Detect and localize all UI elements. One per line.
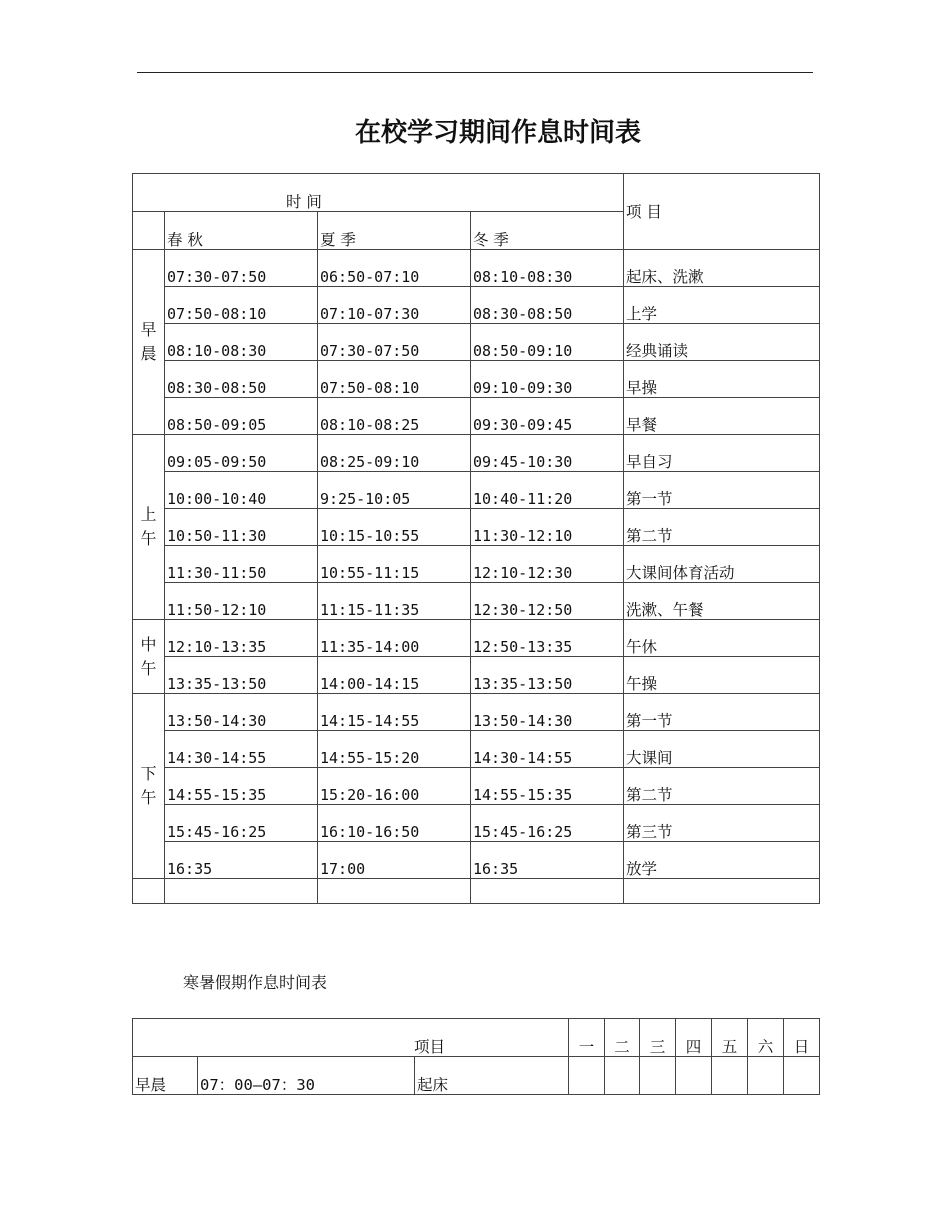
blank-row bbox=[133, 879, 820, 904]
day-header: 日 bbox=[784, 1019, 820, 1057]
activity-cell: 洗漱、午餐 bbox=[624, 583, 820, 620]
schedule-row bbox=[133, 768, 820, 805]
day-check-cell bbox=[784, 1057, 820, 1095]
day-header: 四 bbox=[676, 1019, 712, 1057]
schedule-row bbox=[133, 694, 820, 731]
winter-time-cell: 13:35-13:50 bbox=[471, 657, 624, 694]
winter-time-cell: 09:10-09:30 bbox=[471, 361, 624, 398]
schedule-row bbox=[133, 509, 820, 546]
season-header-winter: 冬 季 bbox=[471, 212, 624, 250]
activity-cell: 午休 bbox=[624, 620, 820, 657]
blank-cell bbox=[133, 879, 165, 904]
top-divider bbox=[137, 72, 813, 73]
blank-cell bbox=[318, 879, 471, 904]
activity-cell: 起床、洗漱 bbox=[624, 250, 820, 287]
spring-autumn-time-cell: 15:45-16:25 bbox=[165, 805, 318, 842]
day-check-cell bbox=[569, 1057, 605, 1095]
spring-autumn-time-cell: 13:35-13:50 bbox=[165, 657, 318, 694]
winter-time-cell: 10:40-11:20 bbox=[471, 472, 624, 509]
spring-autumn-time-cell: 07:30-07:50 bbox=[165, 250, 318, 287]
activity-cell: 第三节 bbox=[624, 805, 820, 842]
summer-time-cell: 11:35-14:00 bbox=[318, 620, 471, 657]
summer-time-cell: 14:55-15:20 bbox=[318, 731, 471, 768]
winter-time-cell: 09:30-09:45 bbox=[471, 398, 624, 435]
blank-cell bbox=[471, 879, 624, 904]
summer-time-cell: 15:20-16:00 bbox=[318, 768, 471, 805]
period-label: 上午 bbox=[133, 435, 165, 620]
activity-cell: 大课间体育活动 bbox=[624, 546, 820, 583]
spring-autumn-time-cell: 10:50-11:30 bbox=[165, 509, 318, 546]
summer-time-cell: 17:00 bbox=[318, 842, 471, 879]
activity-cell: 经典诵读 bbox=[624, 324, 820, 361]
summer-time-cell: 08:10-08:25 bbox=[318, 398, 471, 435]
activity-cell: 第一节 bbox=[624, 472, 820, 509]
schedule-row bbox=[133, 620, 820, 657]
schedule-row bbox=[133, 657, 820, 694]
period-label: 中午 bbox=[133, 620, 165, 694]
schedule-row bbox=[133, 731, 820, 768]
winter-time-cell: 14:30-14:55 bbox=[471, 731, 624, 768]
holiday-row bbox=[133, 1057, 820, 1095]
holiday-item-header: 项目 bbox=[414, 1038, 446, 1056]
winter-time-cell: 15:45-16:25 bbox=[471, 805, 624, 842]
winter-time-cell: 09:45-10:30 bbox=[471, 435, 624, 472]
day-header: 二 bbox=[605, 1019, 640, 1057]
schedule-row bbox=[133, 361, 820, 398]
day-check-cell bbox=[712, 1057, 748, 1095]
summer-time-cell: 06:50-07:10 bbox=[318, 250, 471, 287]
schedule-row bbox=[133, 583, 820, 620]
holiday-period-cell: 早晨 bbox=[133, 1057, 198, 1095]
winter-time-cell: 12:10-12:30 bbox=[471, 546, 624, 583]
holiday-item-header-cell bbox=[133, 1019, 569, 1057]
winter-time-cell: 16:35 bbox=[471, 842, 624, 879]
schedule-row bbox=[133, 546, 820, 583]
spring-autumn-time-cell: 08:10-08:30 bbox=[165, 324, 318, 361]
blank-cell bbox=[624, 879, 820, 904]
spring-autumn-time-cell: 11:30-11:50 bbox=[165, 546, 318, 583]
schedule-row bbox=[133, 435, 820, 472]
school-schedule-table bbox=[132, 173, 820, 904]
season-header-spring-autumn: 春 秋 bbox=[165, 212, 318, 250]
holiday-schedule-table bbox=[132, 1018, 820, 1095]
spring-autumn-time-cell: 08:50-09:05 bbox=[165, 398, 318, 435]
season-header-summer: 夏 季 bbox=[318, 212, 471, 250]
activity-cell: 第二节 bbox=[624, 509, 820, 546]
spring-autumn-time-cell: 10:00-10:40 bbox=[165, 472, 318, 509]
activity-cell: 第二节 bbox=[624, 768, 820, 805]
spring-autumn-time-cell: 08:30-08:50 bbox=[165, 361, 318, 398]
summer-time-cell: 14:00-14:15 bbox=[318, 657, 471, 694]
schedule-row bbox=[133, 472, 820, 509]
day-header: 五 bbox=[712, 1019, 748, 1057]
activity-cell: 大课间 bbox=[624, 731, 820, 768]
spring-autumn-time-cell: 13:50-14:30 bbox=[165, 694, 318, 731]
schedule-row bbox=[133, 324, 820, 361]
item-header: 项 目 bbox=[624, 174, 820, 250]
period-label: 下午 bbox=[133, 694, 165, 879]
schedule-row bbox=[133, 287, 820, 324]
day-header: 一 bbox=[569, 1019, 605, 1057]
period-label: 早晨 bbox=[133, 250, 165, 435]
spring-autumn-time-cell: 11:50-12:10 bbox=[165, 583, 318, 620]
schedule-row bbox=[133, 398, 820, 435]
spring-autumn-time-cell: 16:35 bbox=[165, 842, 318, 879]
winter-time-cell: 14:55-15:35 bbox=[471, 768, 624, 805]
activity-cell: 午操 bbox=[624, 657, 820, 694]
holiday-time-cell: 07：00—07：30 bbox=[198, 1057, 415, 1095]
spring-autumn-time-cell: 14:55-15:35 bbox=[165, 768, 318, 805]
day-header: 六 bbox=[748, 1019, 784, 1057]
activity-cell: 早操 bbox=[624, 361, 820, 398]
schedule-row bbox=[133, 250, 820, 287]
day-check-cell bbox=[748, 1057, 784, 1095]
spring-autumn-time-cell: 14:30-14:55 bbox=[165, 731, 318, 768]
page-title: 在校学习期间作息时间表 bbox=[354, 118, 641, 148]
summer-time-cell: 07:50-08:10 bbox=[318, 361, 471, 398]
day-header: 三 bbox=[640, 1019, 676, 1057]
summer-time-cell: 08:25-09:10 bbox=[318, 435, 471, 472]
activity-cell: 早餐 bbox=[624, 398, 820, 435]
holiday-subtitle: 寒暑假期作息时间表 bbox=[183, 973, 328, 992]
activity-cell: 上学 bbox=[624, 287, 820, 324]
summer-time-cell: 10:15-10:55 bbox=[318, 509, 471, 546]
winter-time-cell: 12:30-12:50 bbox=[471, 583, 624, 620]
day-check-cell bbox=[640, 1057, 676, 1095]
summer-time-cell: 07:30-07:50 bbox=[318, 324, 471, 361]
winter-time-cell: 11:30-12:10 bbox=[471, 509, 624, 546]
schedule-row bbox=[133, 842, 820, 879]
period-header-blank bbox=[133, 212, 165, 250]
winter-time-cell: 13:50-14:30 bbox=[471, 694, 624, 731]
activity-cell: 早自习 bbox=[624, 435, 820, 472]
activity-cell: 放学 bbox=[624, 842, 820, 879]
winter-time-cell: 08:30-08:50 bbox=[471, 287, 624, 324]
time-header-cell bbox=[133, 174, 624, 212]
time-header: 时 间 bbox=[286, 193, 322, 211]
summer-time-cell: 10:55-11:15 bbox=[318, 546, 471, 583]
day-check-cell bbox=[676, 1057, 712, 1095]
summer-time-cell: 11:15-11:35 bbox=[318, 583, 471, 620]
winter-time-cell: 12:50-13:35 bbox=[471, 620, 624, 657]
blank-cell bbox=[165, 879, 318, 904]
summer-time-cell: 16:10-16:50 bbox=[318, 805, 471, 842]
activity-cell: 第一节 bbox=[624, 694, 820, 731]
summer-time-cell: 07:10-07:30 bbox=[318, 287, 471, 324]
spring-autumn-time-cell: 12:10-13:35 bbox=[165, 620, 318, 657]
winter-time-cell: 08:50-09:10 bbox=[471, 324, 624, 361]
day-check-cell bbox=[605, 1057, 640, 1095]
summer-time-cell: 14:15-14:55 bbox=[318, 694, 471, 731]
holiday-item-cell: 起床 bbox=[415, 1057, 569, 1095]
spring-autumn-time-cell: 07:50-08:10 bbox=[165, 287, 318, 324]
schedule-row bbox=[133, 805, 820, 842]
summer-time-cell: 9:25-10:05 bbox=[318, 472, 471, 509]
winter-time-cell: 08:10-08:30 bbox=[471, 250, 624, 287]
spring-autumn-time-cell: 09:05-09:50 bbox=[165, 435, 318, 472]
